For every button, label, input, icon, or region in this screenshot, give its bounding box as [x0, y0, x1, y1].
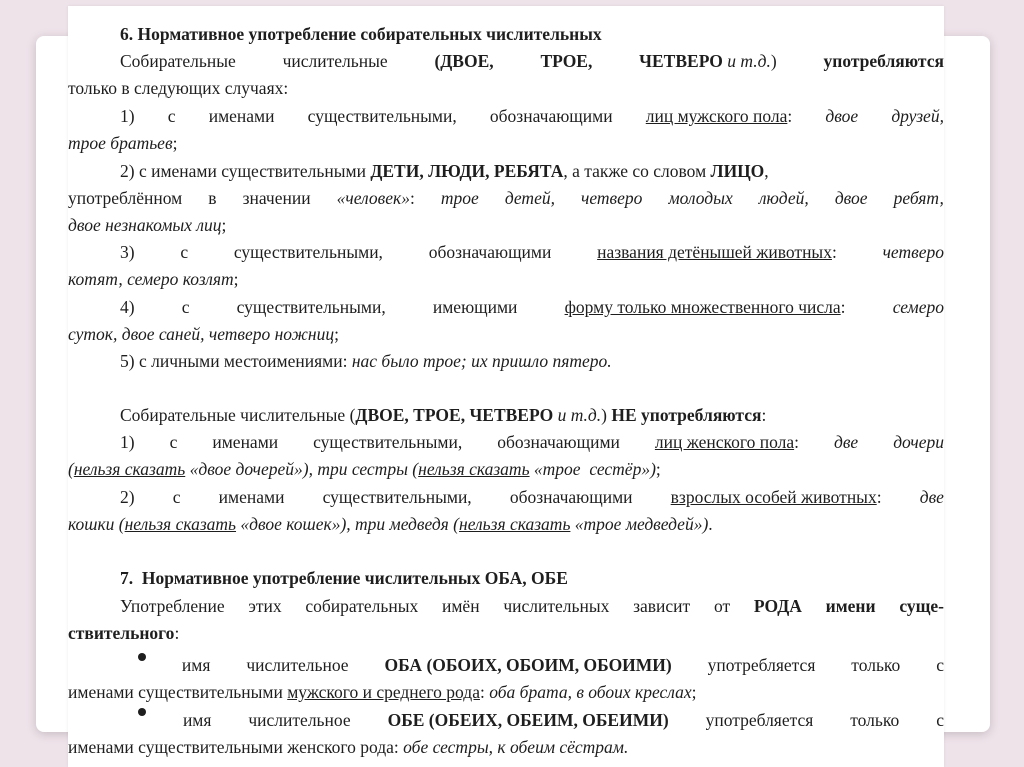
case-3-line-2: котят, семеро козлят;: [68, 269, 239, 289]
neg-case-2-line-2: кошки (нельзя сказать «двое кошек»), три медведя (нельзя сказать «трое медведей»).: [68, 514, 713, 534]
case-1-line-2: трое братьев;: [68, 133, 178, 153]
neg-case-2-line-1: 2) с именами существительными, обозначающими взрослых особей животных: две: [120, 487, 944, 507]
document-page: [68, 6, 944, 767]
case-4-line-2: суток, двое саней, четверо ножниц;: [68, 324, 339, 344]
section-6-title: 6. Нормативное употребление собирательных числительных: [120, 24, 602, 44]
section-7-title: 7. Нормативное употребление числительных ОБА, ОБЕ: [120, 568, 568, 588]
s6-intro-line-1: Собирательные числительные (ДВОЕ, ТРОЕ, ЧЕТВЕРО и т.д.) употребляются: [120, 51, 944, 71]
case-2-line-2: употреблённом в значении «человек»: трое детей, четверо молодых людей, двое ребят,: [68, 188, 944, 208]
s7-intro-line-1: Употребление этих собирательных имён числительных зависит от РОДА имени суще-: [120, 596, 944, 616]
case-2-line-1: 2) с именами существительными ДЕТИ, ЛЮДИ, РЕБЯТА, а также со словом ЛИЦО,: [120, 161, 769, 181]
s6-intro-line-2: только в следующих случаях:: [68, 78, 289, 98]
bullet-icon: [138, 708, 146, 716]
neg-case-1-line-2: (нельзя сказать «двое дочерей»), три сестры (нельзя сказать «трое сестёр»);: [68, 459, 661, 479]
s7-point-1-line-2: именами существительными мужского и среднего рода: оба брата, в обоих креслах;: [68, 682, 697, 702]
s7-point-1-line-1: имя числительное ОБА (ОБОИХ, ОБОИМ, ОБОИМИ) употребляется только с: [68, 653, 944, 677]
s7-point-2-line-1: имя числительное ОБЕ (ОБЕИХ, ОБЕИМ, ОБЕИМИ) употребляется только с: [68, 708, 944, 732]
bullet-icon: [138, 653, 146, 661]
case-1-line-1: 1) с именами существительными, обозначающими лиц мужского пола: двое друзей,: [120, 106, 944, 126]
case-3-line-1: 3) с существительными, обозначающими названия детёнышей животных: четверо: [120, 242, 944, 262]
s7-point-2-line-2: именами существительными женского рода: обе сестры, к обеим сёстрам.: [68, 737, 629, 757]
neg-case-1-line-1: 1) с именами существительными, обозначающими лиц женского пола: две дочери: [120, 432, 944, 452]
case-2-line-3: двое незнакомых лиц;: [68, 215, 227, 235]
case-5-line: 5) с личными местоимениями: нас было трое; их пришло пятеро.: [120, 351, 612, 371]
s7-intro-line-2: ствительного:: [68, 623, 180, 643]
case-4-line-1: 4) с существительными, имеющими форму только множественного числа: семеро: [120, 297, 944, 317]
s6-negative-intro: Собирательные числительные (ДВОЕ, ТРОЕ, ЧЕТВЕРО и т.д.) НЕ употребляются:: [120, 405, 767, 425]
